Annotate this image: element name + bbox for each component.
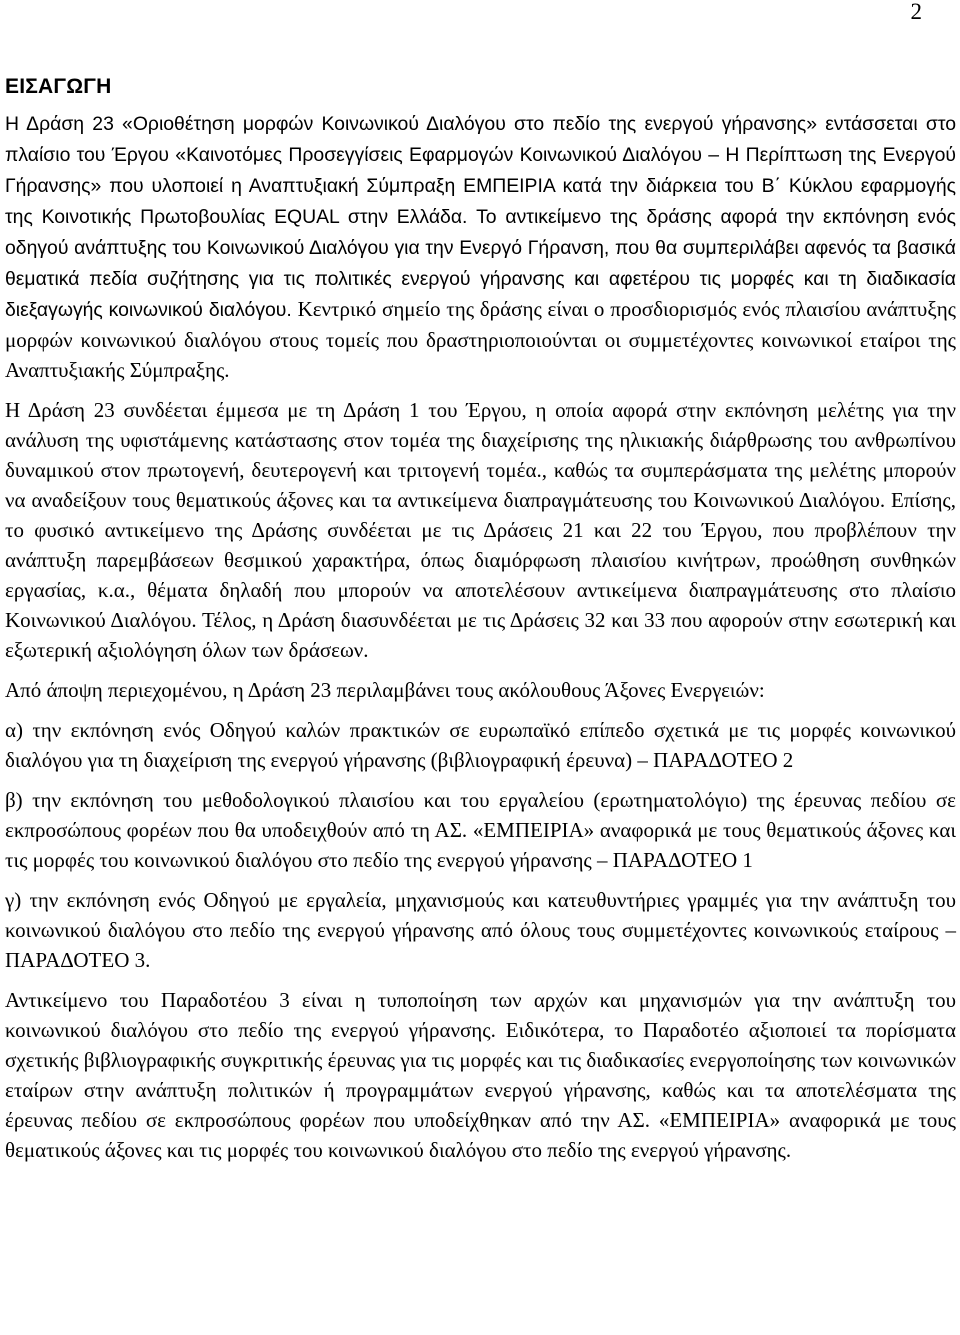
section-heading: ΕΙΣΑΓΩΓΗ <box>5 75 112 98</box>
axis-item-c: γ) την εκπόνηση ενός Οδηγού με εργαλεία, μηχανισμούς και κατευθυντήριες γραμμές για την ανάπτυξη του κοινωνικού διαλόγου στο πεδίο της ενεργού γήρανσης από όλους τους συμμετέχοντες κοινωνικούς εταίρους – ΠΑΡΑΔΟΤΕΟ 3. <box>5 888 956 972</box>
intro-text-part3: Κεντρικό σημείο της δράσης είναι ο προσδιορισμός ενός πλαισίου ανάπτυξης μορφών κοινωνικού διαλόγου στους τομείς που δραστηριοποιούνται οι συμμετέχοντες κοινωνικοί εταίροι της Αναπτυξιακής Σύμπραξης. <box>5 297 956 382</box>
axes-intro-paragraph: Από άποψη περιεχομένου, η Δράση 23 περιλαμβάνει τους ακόλουθους Άξονες Ενεργειών: <box>5 678 765 702</box>
axis-item-b: β) την εκπόνηση του μεθοδολογικού πλαισίου και του εργαλείου (ερωτηματολόγιο) της έρευνας πεδίου σε εκπροσώπους φορέων που θα υποδειχθούν από τη ΑΣ. «ΕΜΠΕΙΡΙΑ» αναφορικά με τους θεματικούς άξονες και τις μορφές του κοινωνικού διαλόγου στο πεδίο της ενεργού γήρανσης – ΠΑΡΑΔΟΤΕΟ 1 <box>5 788 956 872</box>
intro-paragraph <box>5 108 956 385</box>
axis-item-a: α) την εκπόνηση ενός Οδηγού καλών πρακτικών σε ευρωπαϊκό επίπεδο σχετικά με τις μορφές κοινωνικού διαλόγου για τη διαχείριση της ενεργού γήρανσης (βιβλιογραφική έρευνα) – ΠΑΡΑΔΟΤΕΟ 2 <box>5 718 956 772</box>
intro-text-part2: Το αντικείμενο της δράσης αφορά την εκπόνηση ενός οδηγού ανάπτυξης του Κοινωνικού Διαλόγου για την Ενεργό Γήρανση, που θα συμπεριλάβει αφενός τα βασικά θεματικά πεδία συζήτησης για τις πολιτικές ενεργού γήρανσης και αφετέρου τις μορφές και τη διαδικασία διεξαγωγής κοινωνικού διαλόγου. <box>5 206 956 321</box>
page-number: 2 <box>910 0 922 24</box>
links-paragraph: Η Δράση 23 συνδέεται έμμεσα με τη Δράση 1 του Έργου, η οποία αφορά στην εκπόνηση μελέτης για την ανάλυση της υφιστάμενης κατάστασης στον τομέα της διαχείρισης της ηλικιακής διάρθρωσης του ανθρωπίνου δυναμικού στον πρωτογενή, δευτερογενή και τριτογενή τομέα., καθώς τα συμπεράσματα της μελέτης μπορούν να αναδείξουν τους θεματικούς άξονες και τα αντικείμενα διαπραγμάτευσης του Κοινωνικού Διαλόγου. Επίσης, το φυσικό αντικείμενο της Δράσης συνδέεται με τις Δράσεις 21 και 22 του Έργου, που προβλέπουν την ανάπτυξη παρεμβάσεων θεσμικού χαρακτήρα, όπως διαμόρφωση πλαισίου κινήτρων, προώθηση συνθηκών εργασίας, κ.α., θέματα δηλαδή που μπορούν να αποτελέσουν αντικείμενα διαπραγμάτευσης στο πλαίσιο Κοινωνικού Διαλόγου. Τέλος, η Δράση διασυνδέεται με τις Δράσεις 32 και 33 που αφορούν στην εσωτερική και εξωτερική αξιολόγηση όλων των δράσεων. <box>5 398 956 662</box>
document-body <box>5 72 956 1175</box>
deliverable3-paragraph: Αντικείμενο του Παραδοτέου 3 είναι η τυποποίηση των αρχών και μηχανισμών για την ανάπτυξη του κοινωνικού διαλόγου στο πεδίο της ενεργού γήρανσης. Ειδικότερα, το Παραδοτέο αξιοποιεί τα πορίσματα σχετικής βιβλιογραφικής συγκριτικής έρευνας για τις μορφές και τις διαδικασίες ενεργοποίησης των κοινωνικών εταίρων στην ανάπτυξη πολιτικών ή προγραμμάτων ενεργού γήρανσης, καθώς και τα αποτελέσματα της έρευνας πεδίου σε εκπροσώπους φορέων που υποδείχθηκαν από την ΑΣ. «ΕΜΠΕΙΡΙΑ» αναφορικά με τους θεματικούς άξονες και τις μορφές του κοινωνικού διαλόγου στο πεδίο της ενεργού γήρανσης. <box>5 988 956 1162</box>
intro-text-part1: Η Δράση 23 «Οριοθέτηση μορφών Κοινωνικού Διαλόγου στο πεδίο της ενεργού γήρανσης» εντάσσεται στο πλαίσιο του Έργου «Καινοτόμες Προσεγγίσεις Εφαρμογών Κοινωνικού Διαλόγου – Η Περίπτωση της Ενεργού Γήρανσης» που υλοποιεί η Αναπτυξιακή Σύμπραξη ΕΜΠΕΙΡΙΑ κατά την διάρκεια του Β΄ Κύκλου εφαρμογής της Κοινοτικής Πρωτοβουλίας EQUAL στην Ελλάδα. <box>5 113 956 228</box>
